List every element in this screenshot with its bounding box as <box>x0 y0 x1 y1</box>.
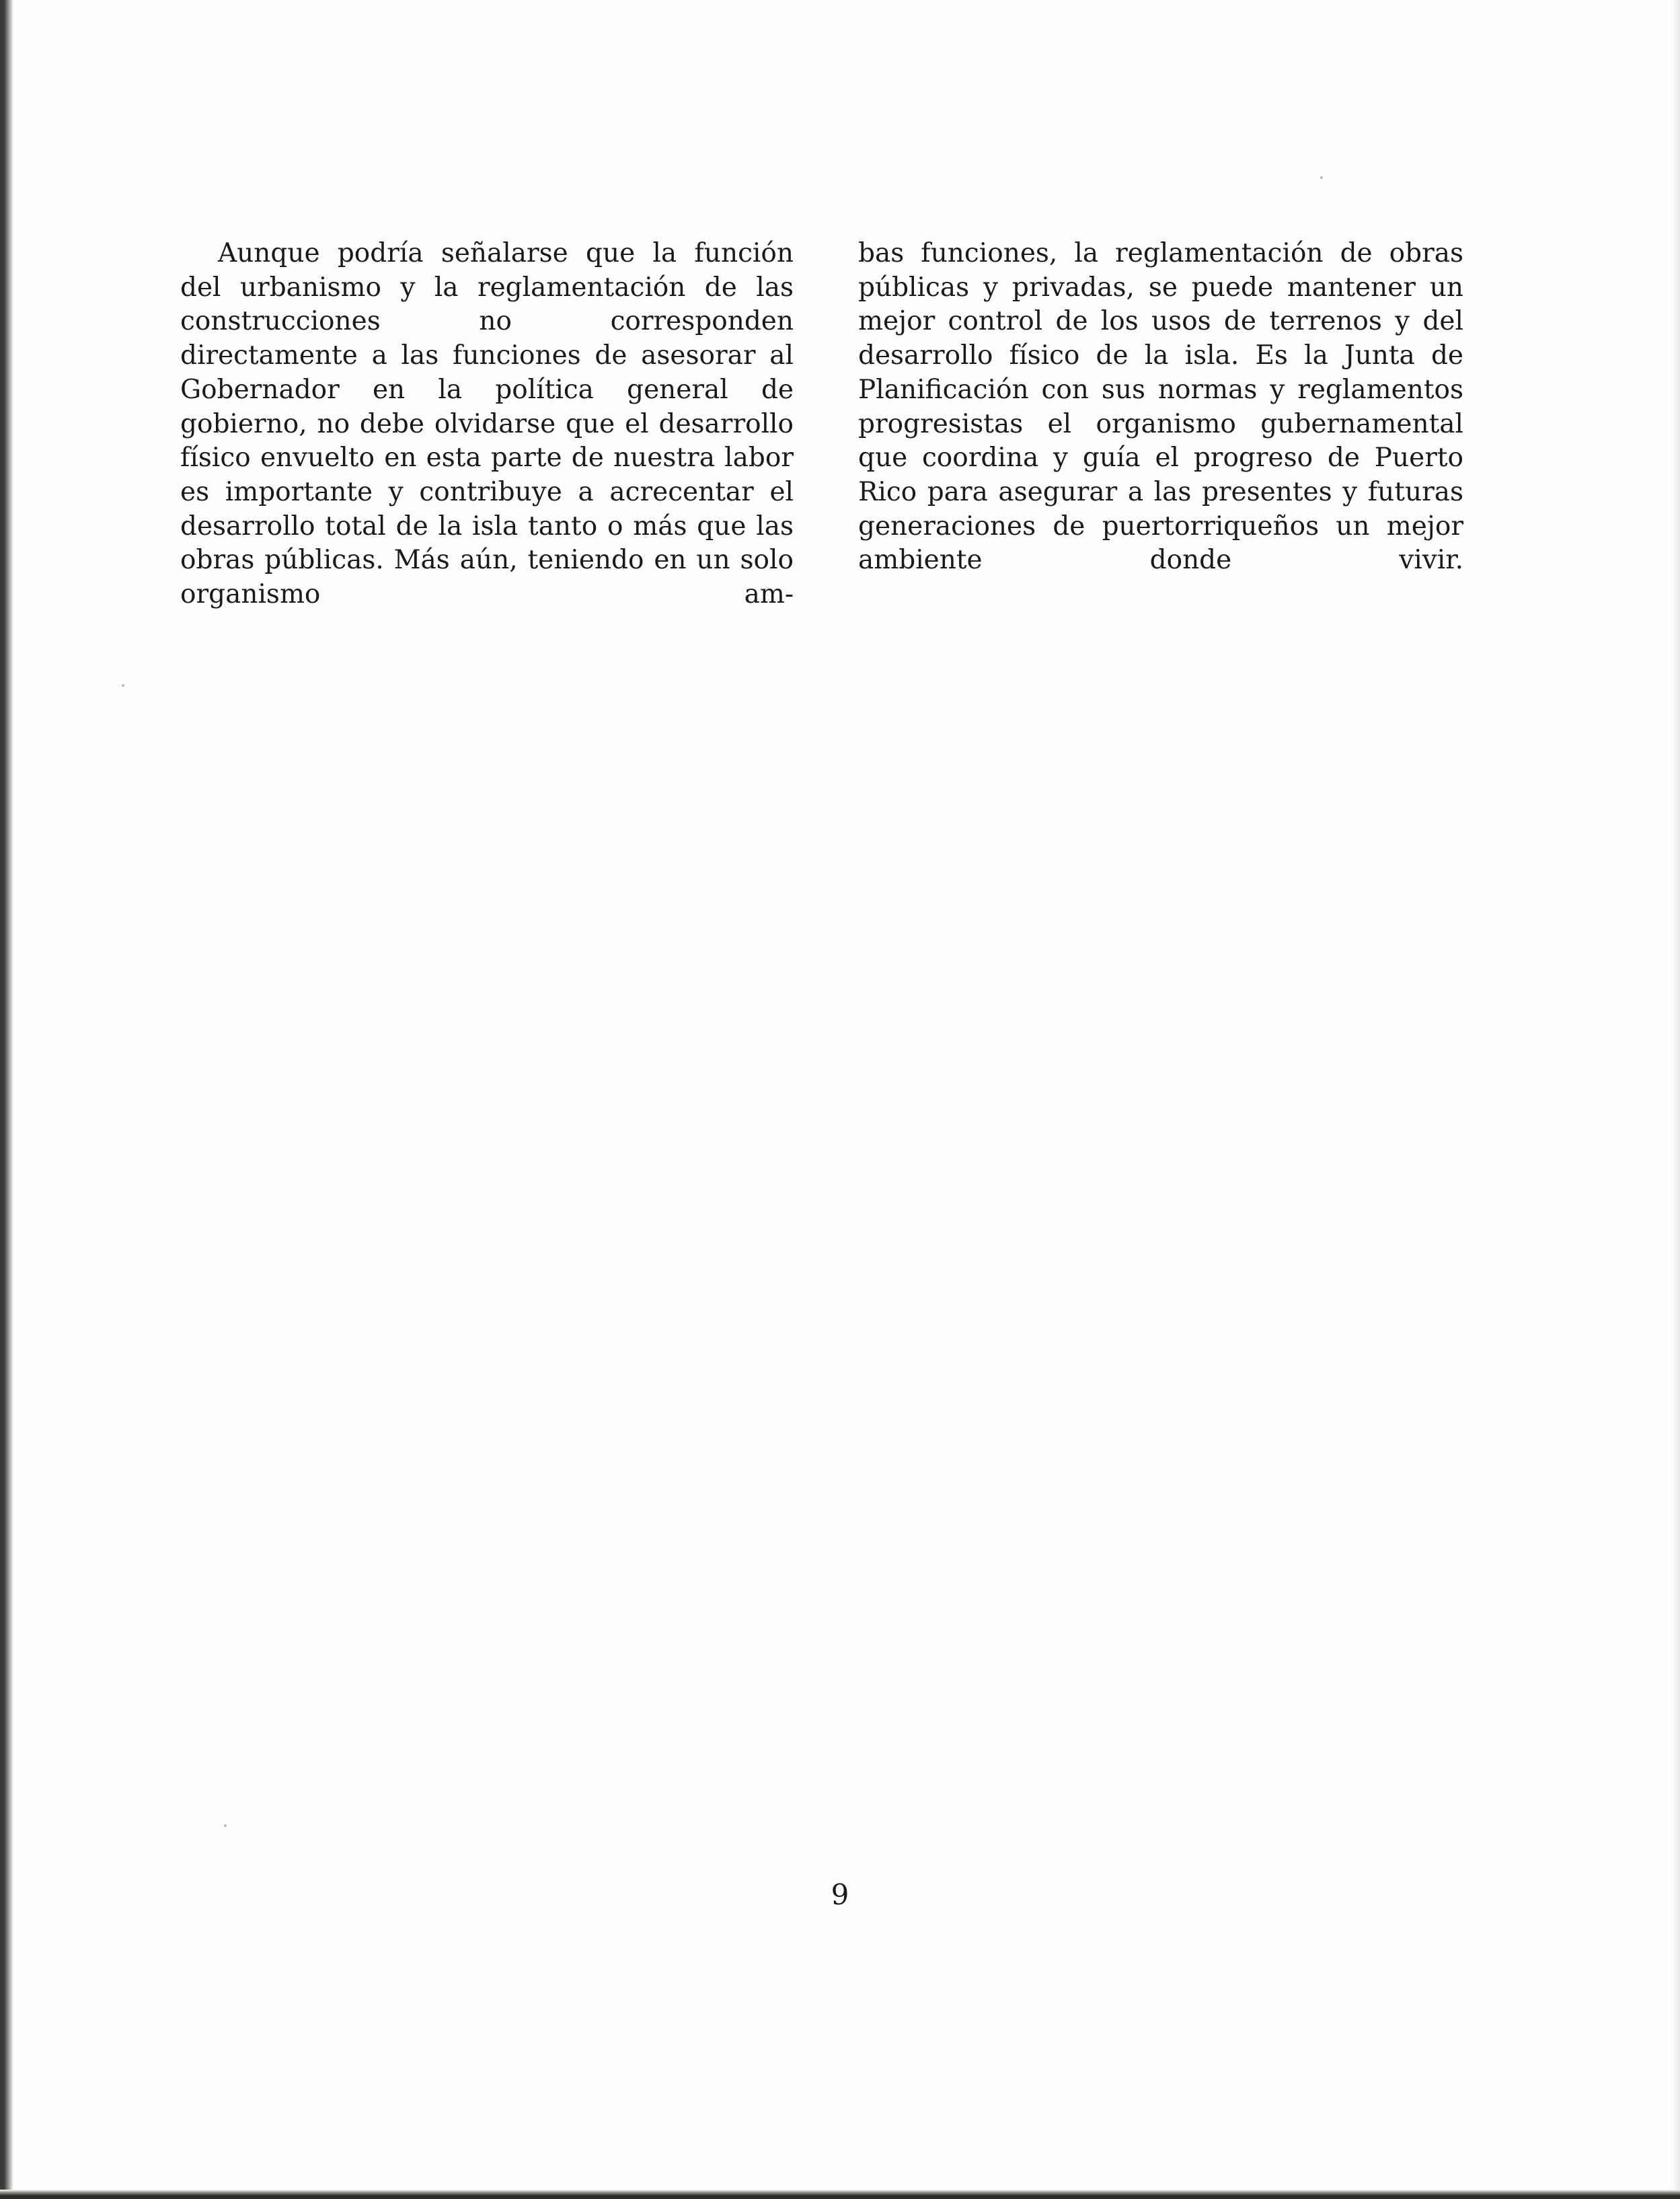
page-right-edge <box>1672 0 1680 2199</box>
paper-speck <box>1320 176 1323 179</box>
right-column-paragraph: bas funciones, la reglamentación de obras públicas y privadas, se puede mantener un mejor control de los usos de terrenos y del desarrollo físico de la isla. Es la Junta de Planificación con sus normas y reglamentos progresistas el organismo gubernamental que coordina y guía el progreso de Puerto Rico para asegurar a las presentes y futuras generaciones de puertorriqueños un mejor ambiente donde vivir. <box>858 238 1463 576</box>
paper-speck <box>122 684 124 687</box>
page-bottom-edge-shadow <box>0 2190 1680 2199</box>
left-column-paragraph: Aunque podría señalarse que la función del urbanismo y la reglamentación de las construcciones no corresponden directamente a las funciones de asesorar al Gobernador en la política general de gobierno, no debe olvidarse que el desarrollo físico envuelto en esta parte de nuestra labor es importante y contribuye a acrecentar el desarrollo total de la isla tanto o más que las obras públicas. Más aún, teniendo en un solo organismo am- <box>180 238 794 610</box>
paper-speck <box>224 1824 227 1827</box>
page-left-edge-shadow <box>0 0 13 2199</box>
page-number: 9 <box>831 1878 849 1911</box>
